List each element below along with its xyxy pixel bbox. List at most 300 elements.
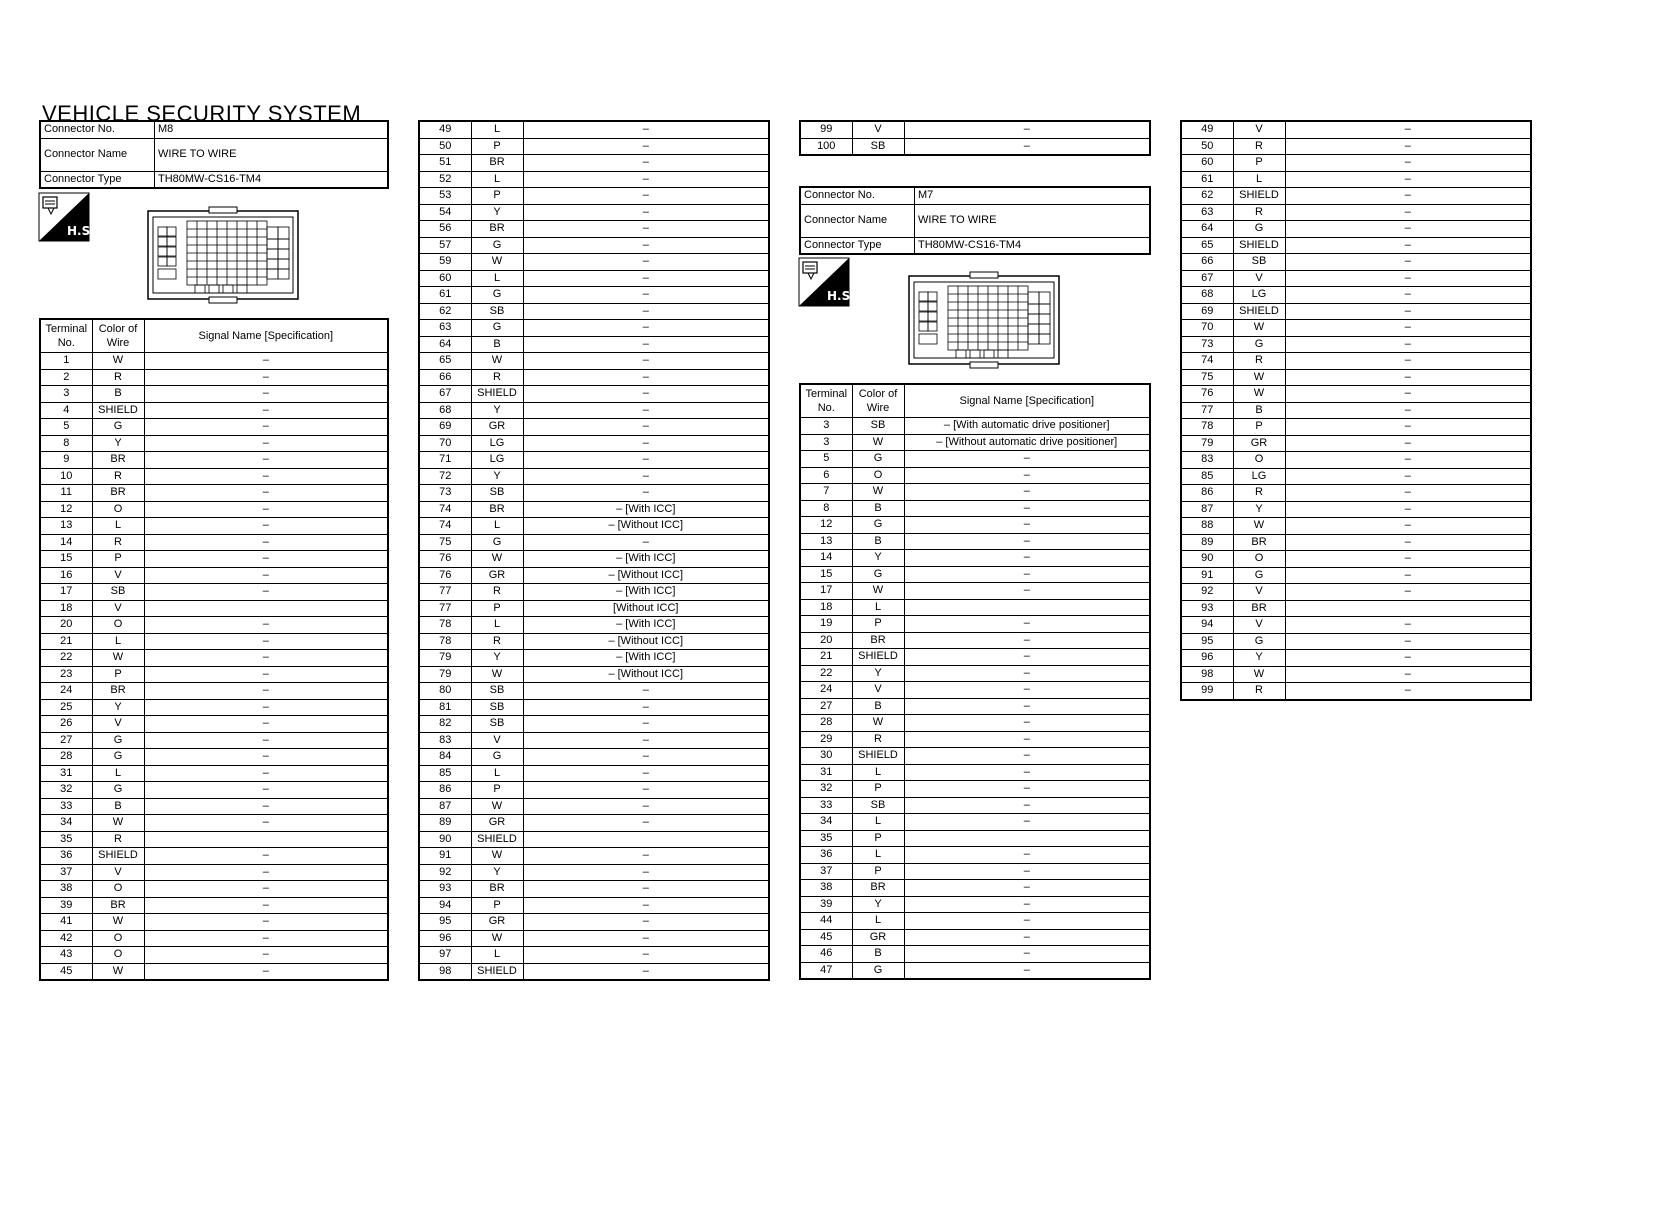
signal-name-cell: –	[904, 121, 1150, 138]
signal-name-cell: –	[523, 188, 769, 205]
signal-name-cell: –	[523, 155, 769, 172]
signal-name-cell: –	[523, 435, 769, 452]
m7-connector-info	[799, 186, 1151, 255]
table-row	[419, 188, 769, 205]
signal-name-cell: –	[904, 863, 1150, 880]
signal-name-cell: –	[1285, 518, 1531, 535]
wire-color-cell: G	[471, 237, 523, 254]
wire-color-cell: R	[1233, 683, 1285, 700]
signal-name-cell: –	[904, 896, 1150, 913]
signal-name-cell: –	[904, 797, 1150, 814]
table-row	[1181, 666, 1531, 683]
table-row	[1181, 452, 1531, 469]
wire-color-cell: Y	[92, 699, 144, 716]
connector-no-label: Connector No.	[40, 121, 155, 138]
table-row	[40, 650, 388, 667]
wire-color-cell: V	[92, 600, 144, 617]
signal-name-cell: –	[1285, 204, 1531, 221]
wire-color-cell: O	[852, 467, 904, 484]
terminal-no-cell: 60	[1181, 155, 1233, 172]
terminal-no-cell: 43	[40, 947, 92, 964]
table-row	[419, 782, 769, 799]
terminal-no-cell: 3	[800, 418, 852, 435]
wire-color-cell: SHIELD	[1233, 237, 1285, 254]
wire-color-cell: V	[1233, 121, 1285, 138]
signal-name-cell: –	[523, 386, 769, 403]
signal-name-cell: –	[523, 534, 769, 551]
table-row	[800, 616, 1150, 633]
table-row	[40, 864, 388, 881]
table-row	[419, 749, 769, 766]
signal-name-cell: –	[144, 699, 388, 716]
table-row	[1181, 402, 1531, 419]
signal-name-cell: –	[1285, 633, 1531, 650]
table-row	[1181, 188, 1531, 205]
wire-color-cell: GR	[471, 419, 523, 436]
terminal-no-cell: 51	[419, 155, 471, 172]
terminal-no-cell: 8	[800, 500, 852, 517]
wire-color-cell: G	[92, 419, 144, 436]
terminal-no-cell: 13	[800, 533, 852, 550]
terminal-no-cell: 89	[1181, 534, 1233, 551]
m8-connector-type: TH80MW-CS16-TM4	[155, 171, 389, 188]
wire-color-cell: G	[852, 566, 904, 583]
wire-color-cell: SHIELD	[92, 402, 144, 419]
terminal-no-cell: 98	[1181, 666, 1233, 683]
signal-name-cell: –	[144, 452, 388, 469]
wire-color-cell: L	[1233, 171, 1285, 188]
signal-name-cell: –	[523, 815, 769, 832]
table-row	[800, 880, 1150, 897]
wire-color-cell: V	[852, 121, 904, 138]
signal-name-cell: – [Without ICC]	[523, 633, 769, 650]
wire-color-cell: V	[1233, 270, 1285, 287]
signal-name-cell: –	[144, 567, 388, 584]
terminal-no-cell: 83	[1181, 452, 1233, 469]
terminal-no-cell: 12	[40, 501, 92, 518]
wire-color-cell: B	[92, 798, 144, 815]
wire-color-cell: P	[1233, 155, 1285, 172]
terminal-no-cell: 91	[1181, 567, 1233, 584]
wire-color-cell: W	[852, 434, 904, 451]
signal-name-cell: –	[523, 798, 769, 815]
signal-name-cell: –	[144, 765, 388, 782]
terminal-no-cell: 26	[40, 716, 92, 733]
wire-color-cell: P	[1233, 419, 1285, 436]
signal-name-cell: –	[1285, 551, 1531, 568]
table-row	[419, 369, 769, 386]
table-row	[800, 418, 1150, 435]
signal-name-cell: – [With ICC]	[523, 501, 769, 518]
wire-color-cell: Y	[471, 864, 523, 881]
signal-name-cell: –	[144, 584, 388, 601]
table-row	[419, 386, 769, 403]
wire-color-cell: W	[471, 666, 523, 683]
wire-color-cell: BR	[92, 683, 144, 700]
table-row	[800, 649, 1150, 666]
wire-color-cell: R	[92, 468, 144, 485]
signal-name-cell: –	[523, 881, 769, 898]
table-row	[40, 947, 388, 964]
table-row	[800, 632, 1150, 649]
table-row	[419, 666, 769, 683]
wire-color-cell: W	[92, 650, 144, 667]
terminal-no-cell: 93	[419, 881, 471, 898]
wire-color-cell: P	[852, 781, 904, 798]
signal-name-cell: –	[523, 452, 769, 469]
terminal-no-cell: 30	[800, 748, 852, 765]
terminal-no-cell: 92	[419, 864, 471, 881]
terminal-no-cell: 50	[1181, 138, 1233, 155]
table-row	[40, 831, 388, 848]
signal-name-cell: –	[904, 682, 1150, 699]
table-row	[419, 287, 769, 304]
table-row	[419, 435, 769, 452]
wire-color-cell: SB	[471, 716, 523, 733]
table-row	[419, 864, 769, 881]
table-row	[1181, 501, 1531, 518]
terminal-no-cell: 45	[40, 963, 92, 980]
wire-color-cell: Y	[1233, 501, 1285, 518]
signal-name-header: Signal Name [Specification]	[904, 384, 1150, 418]
table-row	[800, 121, 1150, 138]
table-row	[419, 534, 769, 551]
table-row	[800, 599, 1150, 616]
table-row	[40, 848, 388, 865]
terminal-no-cell: 32	[800, 781, 852, 798]
wire-color-cell: G	[471, 749, 523, 766]
terminal-no-cell: 3	[40, 386, 92, 403]
wire-color-cell: R	[1233, 138, 1285, 155]
table-row	[800, 665, 1150, 682]
signal-name-cell: –	[904, 138, 1150, 155]
m8-connector-no: M8	[155, 121, 389, 138]
signal-name-cell: –	[144, 666, 388, 683]
table-row	[419, 732, 769, 749]
table-row	[40, 419, 388, 436]
table-row	[40, 881, 388, 898]
terminal-no-cell: 22	[800, 665, 852, 682]
terminal-no-cell: 74	[419, 518, 471, 535]
terminal-no-cell: 49	[1181, 121, 1233, 138]
terminal-no-cell: 7	[800, 484, 852, 501]
terminal-no-cell: 5	[800, 451, 852, 468]
signal-name-cell: –	[523, 138, 769, 155]
terminal-no-cell: 89	[419, 815, 471, 832]
table-row	[800, 583, 1150, 600]
terminal-no-cell: 90	[419, 831, 471, 848]
signal-name-cell: –	[523, 930, 769, 947]
wire-color-cell: W	[1233, 666, 1285, 683]
table-row	[40, 551, 388, 568]
terminal-no-cell: 13	[40, 518, 92, 535]
m7-terminal-table-2	[1180, 120, 1532, 701]
wire-color-cell: G	[92, 749, 144, 766]
table-row	[800, 434, 1150, 451]
signal-name-cell: – [Without ICC]	[523, 567, 769, 584]
signal-name-cell: –	[904, 632, 1150, 649]
terminal-no-cell: 66	[1181, 254, 1233, 271]
terminal-no-cell: 41	[40, 914, 92, 931]
wire-color-cell: SHIELD	[471, 386, 523, 403]
terminal-no-cell: 54	[419, 204, 471, 221]
table-row	[419, 831, 769, 848]
signal-name-cell: – [With ICC]	[523, 551, 769, 568]
wire-color-cell: R	[852, 731, 904, 748]
terminal-no-cell: 78	[419, 617, 471, 634]
wire-color-cell: Y	[852, 550, 904, 567]
table-row	[40, 402, 388, 419]
terminal-no-cell: 91	[419, 848, 471, 865]
harness-side-icon	[799, 258, 855, 306]
signal-name-cell: –	[904, 517, 1150, 534]
terminal-no-cell: 86	[419, 782, 471, 799]
signal-name-cell: –	[1285, 485, 1531, 502]
signal-name-cell: –	[1285, 666, 1531, 683]
signal-name-cell: –	[904, 616, 1150, 633]
terminal-no-cell: 22	[40, 650, 92, 667]
terminal-no-cell: 79	[1181, 435, 1233, 452]
terminal-no-cell: 18	[40, 600, 92, 617]
table-row	[40, 353, 388, 370]
wire-color-cell: L	[852, 913, 904, 930]
wire-color-cell: SB	[92, 584, 144, 601]
wire-color-cell: W	[92, 914, 144, 931]
signal-name-cell: –	[1285, 270, 1531, 287]
terminal-no-cell: 29	[800, 731, 852, 748]
terminal-no-cell: 39	[800, 896, 852, 913]
wire-color-cell: G	[1233, 567, 1285, 584]
table-row	[419, 930, 769, 947]
signal-name-cell: –	[1285, 155, 1531, 172]
m8-terminal-table-2	[418, 120, 770, 981]
terminal-no-cell: 82	[419, 716, 471, 733]
table-row	[1181, 270, 1531, 287]
wire-color-cell: L	[471, 121, 523, 138]
table-row	[1181, 518, 1531, 535]
table-row	[1181, 600, 1531, 617]
table-row	[800, 913, 1150, 930]
signal-name-cell: –	[523, 897, 769, 914]
terminal-no-cell: 81	[419, 699, 471, 716]
signal-name-cell: –	[144, 353, 388, 370]
m8-connector-name: WIRE TO WIRE	[155, 138, 389, 171]
wire-color-cell: LG	[1233, 287, 1285, 304]
wire-color-cell: G	[471, 320, 523, 337]
wire-color-cell: SHIELD	[1233, 303, 1285, 320]
wire-color-cell: R	[471, 584, 523, 601]
signal-name-cell: –	[144, 617, 388, 634]
terminal-no-cell: 63	[1181, 204, 1233, 221]
terminal-no-cell: 47	[800, 962, 852, 979]
terminal-no-cell: 92	[1181, 584, 1233, 601]
terminal-no-cell: 78	[1181, 419, 1233, 436]
terminal-no-cell: 94	[1181, 617, 1233, 634]
table-row	[1181, 551, 1531, 568]
signal-name-cell: –	[144, 749, 388, 766]
table-row	[40, 567, 388, 584]
signal-name-cell: –	[904, 929, 1150, 946]
terminal-no-cell: 27	[40, 732, 92, 749]
terminal-no-cell: 87	[419, 798, 471, 815]
table-row	[800, 797, 1150, 814]
terminal-no-cell: 76	[419, 551, 471, 568]
table-row	[800, 962, 1150, 979]
terminal-no-cell: 14	[40, 534, 92, 551]
table-row	[800, 781, 1150, 798]
wire-color-cell: GR	[471, 815, 523, 832]
wire-color-cell: L	[92, 633, 144, 650]
table-row	[419, 617, 769, 634]
table-row	[40, 369, 388, 386]
terminal-no-cell: 28	[800, 715, 852, 732]
terminal-no-cell: 68	[1181, 287, 1233, 304]
table-row	[419, 963, 769, 980]
table-row	[419, 600, 769, 617]
signal-name-cell: –	[904, 467, 1150, 484]
terminal-no-cell: 64	[1181, 221, 1233, 238]
terminal-no-cell: 52	[419, 171, 471, 188]
wire-color-cell: SHIELD	[92, 848, 144, 865]
wire-color-cell: V	[92, 567, 144, 584]
wire-color-cell: L	[92, 765, 144, 782]
table-row	[1181, 303, 1531, 320]
wire-color-cell: SB	[1233, 254, 1285, 271]
table-row	[40, 452, 388, 469]
terminal-no-cell: 75	[1181, 369, 1233, 386]
wire-color-cell: GR	[471, 567, 523, 584]
wire-color-cell: Y	[852, 665, 904, 682]
terminal-no-cell: 6	[800, 467, 852, 484]
wire-color-cell: BR	[471, 501, 523, 518]
table-row	[419, 815, 769, 832]
table-row	[40, 897, 388, 914]
wire-color-cell: BR	[1233, 600, 1285, 617]
wire-color-cell: O	[1233, 551, 1285, 568]
wire-color-cell: W	[1233, 320, 1285, 337]
signal-name-cell: –	[904, 731, 1150, 748]
table-row	[800, 929, 1150, 946]
signal-name-cell: –	[144, 386, 388, 403]
table-row	[1181, 121, 1531, 138]
signal-name-cell: –	[1285, 683, 1531, 700]
wire-color-cell: BR	[92, 452, 144, 469]
wire-color-cell: G	[852, 962, 904, 979]
table-row	[800, 814, 1150, 831]
wire-color-cell: SB	[471, 485, 523, 502]
m8-terminal-table-3	[799, 120, 1151, 156]
signal-name-cell: –	[1285, 171, 1531, 188]
terminal-no-cell: 35	[800, 830, 852, 847]
wire-color-cell: L	[471, 617, 523, 634]
terminal-no-cell: 88	[1181, 518, 1233, 535]
signal-name-cell: –	[904, 665, 1150, 682]
table-row	[419, 567, 769, 584]
wire-color-cell: SB	[471, 683, 523, 700]
signal-name-cell: –	[523, 848, 769, 865]
table-row	[800, 451, 1150, 468]
signal-name-cell: –	[144, 534, 388, 551]
terminal-no-cell: 21	[800, 649, 852, 666]
terminal-no-cell: 1	[40, 353, 92, 370]
terminal-no-cell: 69	[419, 419, 471, 436]
table-row	[40, 716, 388, 733]
connector-name-label: Connector Name	[40, 138, 155, 171]
terminal-no-cell: 76	[1181, 386, 1233, 403]
table-row	[1181, 138, 1531, 155]
wire-color-cell: Y	[471, 650, 523, 667]
terminal-no-cell: 39	[40, 897, 92, 914]
wire-color-cell: L	[471, 171, 523, 188]
terminal-no-cell: 83	[419, 732, 471, 749]
terminal-no-cell: 71	[419, 452, 471, 469]
signal-name-cell: –	[904, 880, 1150, 897]
terminal-no-cell: 14	[800, 550, 852, 567]
signal-name-cell: –	[904, 781, 1150, 798]
table-row	[40, 963, 388, 980]
table-row	[1181, 567, 1531, 584]
signal-name-cell: –	[904, 500, 1150, 517]
wire-color-cell: G	[92, 732, 144, 749]
table-row	[40, 666, 388, 683]
signal-name-cell: –	[523, 716, 769, 733]
terminal-no-cell: 75	[419, 534, 471, 551]
m8-connector-info	[39, 120, 389, 189]
terminal-no-cell: 96	[1181, 650, 1233, 667]
terminal-no-cell: 79	[419, 666, 471, 683]
table-row	[40, 930, 388, 947]
terminal-no-cell: 64	[419, 336, 471, 353]
table-row	[419, 683, 769, 700]
terminal-no-cell: 72	[419, 468, 471, 485]
wire-color-cell: SHIELD	[852, 649, 904, 666]
table-row	[419, 848, 769, 865]
table-row	[800, 467, 1150, 484]
table-row	[40, 765, 388, 782]
signal-name-cell: –	[904, 533, 1150, 550]
signal-name-cell: –	[1285, 386, 1531, 403]
terminal-no-cell: 65	[1181, 237, 1233, 254]
signal-name-cell: –	[1285, 567, 1531, 584]
wire-color-cell: R	[92, 369, 144, 386]
signal-name-cell: –	[904, 946, 1150, 963]
connector-no-label: Connector No.	[800, 187, 915, 204]
signal-name-cell: –	[1285, 336, 1531, 353]
wire-color-cell: P	[92, 666, 144, 683]
m7-connector-no: M7	[915, 187, 1151, 204]
wire-color-cell: R	[471, 633, 523, 650]
terminal-no-cell: 57	[419, 237, 471, 254]
wire-color-cell: L	[852, 599, 904, 616]
terminal-no-cell: 31	[40, 765, 92, 782]
table-row	[419, 353, 769, 370]
signal-name-cell	[144, 831, 388, 848]
table-row	[1181, 468, 1531, 485]
wire-color-cell: O	[92, 881, 144, 898]
signal-name-cell: – [Without ICC]	[523, 666, 769, 683]
table-row	[1181, 534, 1531, 551]
wire-color-cell: W	[471, 798, 523, 815]
wire-color-cell: P	[471, 188, 523, 205]
wire-color-cell: L	[92, 518, 144, 535]
terminal-no-cell: 37	[800, 863, 852, 880]
signal-name-cell: –	[523, 369, 769, 386]
terminal-no-cell: 3	[800, 434, 852, 451]
wire-color-cell: BR	[92, 897, 144, 914]
terminal-no-cell: 38	[800, 880, 852, 897]
terminal-no-cell: 100	[800, 138, 852, 155]
terminal-no-cell: 85	[1181, 468, 1233, 485]
